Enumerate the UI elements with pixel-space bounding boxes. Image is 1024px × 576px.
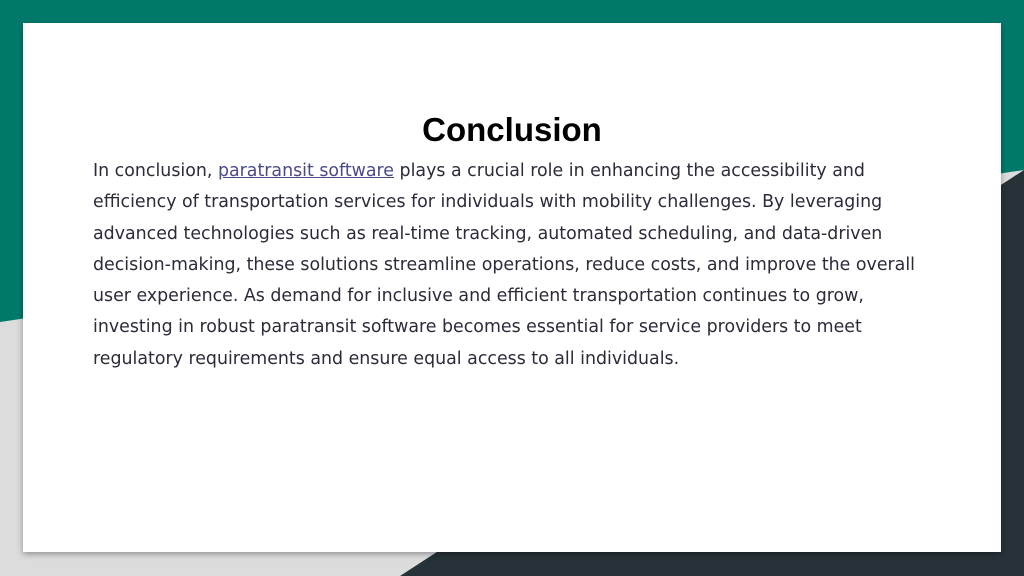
conclusion-paragraph: [93, 156, 943, 375]
paragraph-intro-text: In conclusion,: [93, 161, 218, 181]
paratransit-software-link[interactable]: paratransit software: [217, 161, 395, 181]
slide-card: [23, 23, 1001, 552]
paragraph-body-text: plays a crucial role in enhancing the accessibility and efficiency of transportation services for individuals with mobility challenges. By leveraging advanced technologies such as real-time tracking, automated scheduling, and data-driven decision-making, these solutions streamline operations, reduce costs, and improve the overall user experience. As demand for inclusive and efficient transportation continues to grow, investing in robust paratransit software becomes essential for service providers to meet regulatory requirements and ensure equal access to all individuals.: [93, 161, 915, 369]
slide-title: Conclusion: [422, 111, 602, 148]
